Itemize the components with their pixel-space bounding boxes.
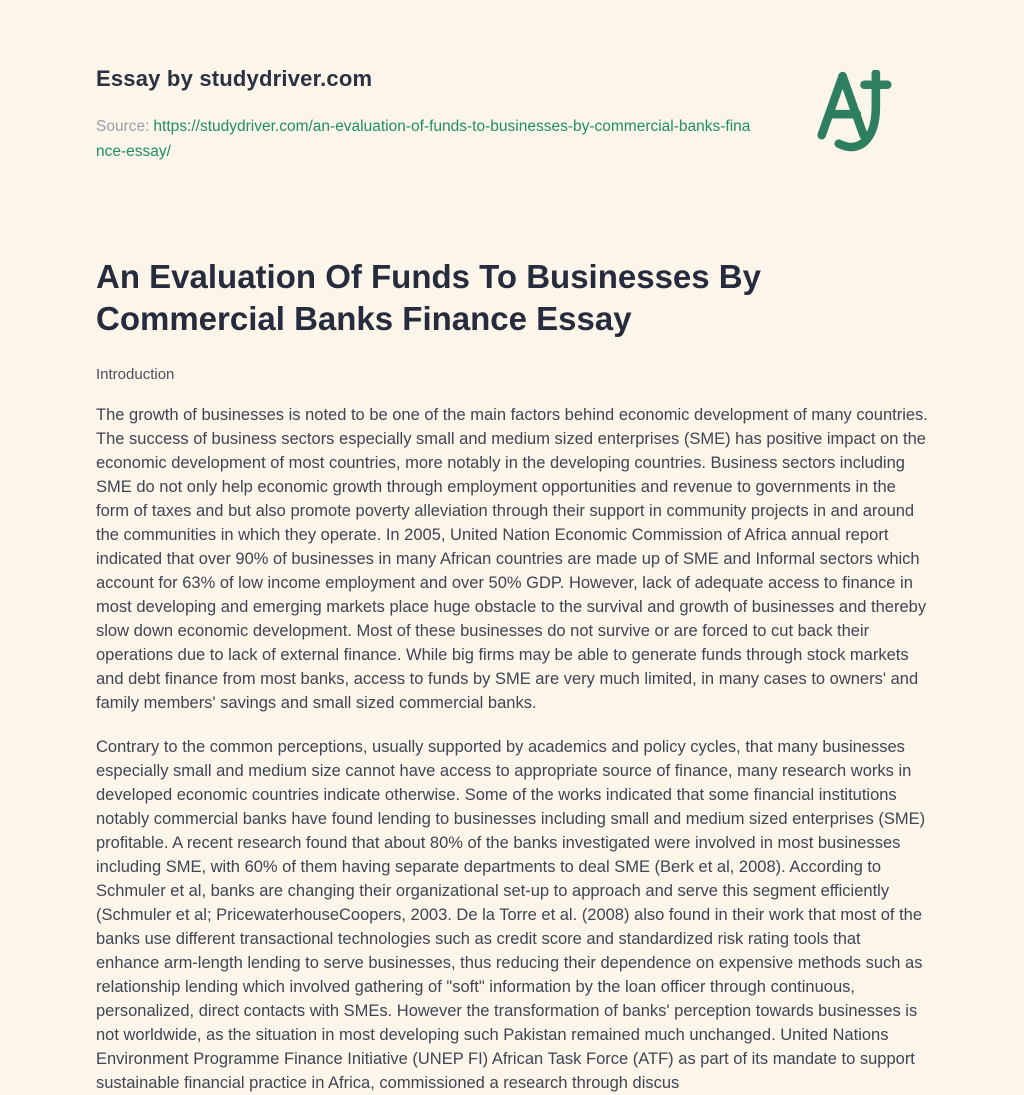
studydriver-logo [816, 70, 892, 166]
section-label-introduction: Introduction [96, 366, 175, 383]
paragraph-2: Contrary to the common perceptions, usually supported by academics and policy cycles, that many businesses especially small and medium size cannot have access to appropriate source of finance, many research works in developed economic countries indicate otherwise. Some of the works indicated that some financial institutions notably commercial banks have found lending to businesses including small and medium sized enterprises (SME) profitable. A recent research found that about 80% of the banks investigated were involved in most businesses including SME, with 60% of them having separate departments to deal SME (Berk et al, 2008). According to Schmuler et al, banks are changing their organizational set-up to approach and serve this segment efficiently (Schmuler et al; PricewaterhouseCoopers, 2003. De la Torre et al. (2008) also found in their work that most of the banks use different transactional technologies such as credit score and standardized risk rating tools that enhance arm-length lending to serve businesses, thus reducing their dependence on expensive methods such as relationship lending which involved gathering of "soft" information by the loan officer through continuous, personalized, direct contacts with SMEs. However the transformation of banks' perception towards businesses is not worldwide, as the situation in most developing such Pakistan remained much unchanged. United Nations Environment Programme Finance Initiative (UNEP FI) African Task Force (ATF) as part of its mandate to support sustainable financial practice in Africa, commissioned a research through discus [96, 738, 926, 1092]
source-label: Source: [96, 118, 150, 135]
studydriver-logo-icon [816, 70, 892, 166]
source-line [96, 114, 751, 164]
source-link[interactable]: https://studydriver.com/an-evaluation-of-funds-to-businesses-by-commercial-banks-finance-essay/ [96, 118, 751, 160]
paragraph-1: The growth of businesses is noted to be one of the main factors behind economic development of many countries. The success of business sectors especially small and medium sized enterprises (SME) has positive impact on the economic development of most countries, more notably in the developing countries. Business sectors including SME do not only help economic growth through employment opportunities and revenue to governments in the form of taxes and but also promote poverty alleviation through their support in community projects in and around the communities in which they operate. In 2005, United Nation Economic Commission of Africa annual report indicated that over 90% of businesses in many African countries are made up of SME and Informal sectors which account for 63% of low income employment and over 50% GDP. However, lack of adequate access to finance in most developing and emerging markets place huge obstacle to the survival and growth of businesses and thereby slow down economic development. Most of these businesses do not survive or are forced to cut back their operations due to lack of external finance. While big firms may be able to generate funds through stock markets and debt finance from most banks, access to funds by SME are very much limited, in many cases to owners' and family members' savings and small sized commercial banks. [96, 406, 928, 712]
page-title: Essay by studydriver.com [96, 66, 373, 91]
article-title: An Evaluation Of Funds To Businesses By Commercial Banks Finance Essay [96, 258, 761, 337]
